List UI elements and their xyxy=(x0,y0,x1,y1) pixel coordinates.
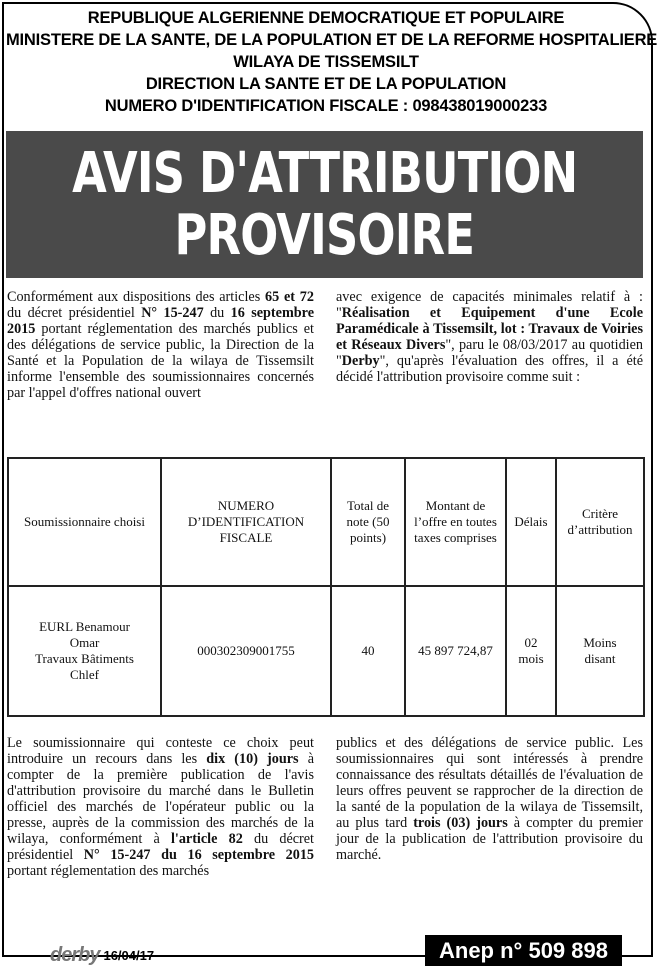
header-critere: Critère d’attribution xyxy=(556,458,644,586)
title-banner xyxy=(6,131,643,278)
attribution-table xyxy=(7,457,645,717)
anep-reference: Anep n° 509 898 xyxy=(425,935,622,966)
recours-article: l'article 82 xyxy=(170,831,243,847)
delais-value: 02 xyxy=(524,635,538,650)
table-header-row xyxy=(8,458,644,586)
cell-nif: 000302309001755 xyxy=(161,586,331,716)
recours-days: trois (03) jours xyxy=(413,815,508,831)
recours-paragraph-end xyxy=(336,735,643,863)
recours-text: à compter du premier jour de la publication de l'attribution provisoire du marché. xyxy=(336,815,643,863)
critere-line: disant xyxy=(584,651,616,666)
intro-text: du xyxy=(203,305,231,321)
recours-text: du décret présidentiel xyxy=(7,831,315,863)
company-line: EURL Benamour xyxy=(39,619,130,634)
intro-column-right xyxy=(336,289,643,385)
intro-text: du décret présidentiel xyxy=(7,305,142,321)
project-title: Réalisation et Equipement d'une Ecole Paramédicale à Tissemsilt, lot : Travaux de Voiries et Réseaux Divers xyxy=(336,305,643,353)
cell-montant: 45 897 724,87 xyxy=(405,586,506,716)
company-line: Travaux Bâtiments xyxy=(35,651,134,666)
intro-articles: 65 et 72 xyxy=(265,289,314,305)
recours-text: portant réglementation des marchés xyxy=(7,863,210,879)
intro-text: portant réglementation des marchés publics et des délégations de service public, la Direction de la Santé et la Population de la wilaya de Tissemsilt informe l'ensemble des soumissionnaires concernés par l'appel d'offres national ouvert xyxy=(7,321,314,401)
table-row xyxy=(8,586,644,716)
recours-delay: dix (10) jours xyxy=(206,751,299,767)
intro-decree-number: N° 15-247 xyxy=(141,305,204,321)
recours-decree: N° 15-247 du 16 septembre 2015 xyxy=(83,847,315,863)
intro-decree-date: 16 septembre 2015 xyxy=(7,305,315,337)
publication-date: 16/04/17 xyxy=(103,947,155,963)
delais-unit: mois xyxy=(518,651,544,666)
recours-column-right xyxy=(336,735,643,863)
recours-paragraph-start xyxy=(7,735,314,879)
intro-paragraph-start xyxy=(7,289,314,401)
header-nif: NUMERO D'IDENTIFICATION FISCALE : 098438019000233 xyxy=(104,97,548,115)
header-delais: Délais xyxy=(506,458,556,586)
notice-header xyxy=(6,7,658,117)
header-soumissionnaire: Soumissionnaire choisi xyxy=(8,458,161,586)
critere-line: Moins xyxy=(583,635,617,650)
recours-column-left xyxy=(7,735,314,879)
banner-title-line1: AVIS D'ATTRIBUTION xyxy=(71,140,578,206)
recours-text: Le soumissionnaire qui conteste ce choix peut introduire un recours dans les xyxy=(7,735,314,767)
derby-logo: derby xyxy=(50,943,100,966)
banner-title-line2: PROVISOIRE xyxy=(174,202,475,268)
recours-text: à compter de la première publication de l'avis d'attribution provisoire du marché dans le Bulletin officiel des marchés de l'opérateur public ou la presse, auprès de la commission des marchés de la wilaya, conformément à xyxy=(7,751,314,847)
intro-column-left xyxy=(7,289,314,401)
header-note: Total de note (50 points) xyxy=(331,458,405,586)
header-direction: DIRECTION LA SANTE ET DE LA POPULATION xyxy=(145,75,507,93)
header-republic: REPUBLIQUE ALGERIENNE DEMOCRATIQUE ET POPULAIRE xyxy=(87,9,565,27)
cell-delais xyxy=(506,586,556,716)
company-line: Omar xyxy=(69,635,100,650)
header-ministry: MINISTERE DE LA SANTE, DE LA POPULATION ET DE LA REFORME HOSPITALIERE xyxy=(6,31,658,49)
header-wilaya: WILAYA DE TISSEMSILT xyxy=(233,53,419,71)
intro-text: ", paru le 08/03/2017 au quotidien " xyxy=(336,337,643,369)
intro-paragraph-end xyxy=(336,289,643,385)
newspaper-name: Derby xyxy=(341,353,380,369)
intro-text: avec exigence de capacités minimales relatif à : " xyxy=(336,289,643,321)
recours-text: publics et des délégations de service public. Les soumissionnaires qui sont intéressés à prendre connaissance des résultats détaillés de l'évaluation de leurs offres peuvent se rapprocher de la direction de la santé de la population de la wilaya de Tissemsilt, au plus tard xyxy=(336,735,643,831)
company-line: Chlef xyxy=(70,667,99,682)
intro-text: ", qu'après l'évaluation des offres, il a été décidé l'attribution provisoire comme suit : xyxy=(336,353,643,385)
intro-text: Conformément aux dispositions des articles xyxy=(7,289,266,305)
cell-soumissionnaire xyxy=(8,586,161,716)
header-montant: Montant de l’offre en toutes taxes comprises xyxy=(405,458,506,586)
footer-publication xyxy=(50,944,154,966)
cell-note: 40 xyxy=(331,586,405,716)
header-nif: NUMERO D’IDENTIFICATION FISCALE xyxy=(161,458,331,586)
cell-critere xyxy=(556,586,644,716)
